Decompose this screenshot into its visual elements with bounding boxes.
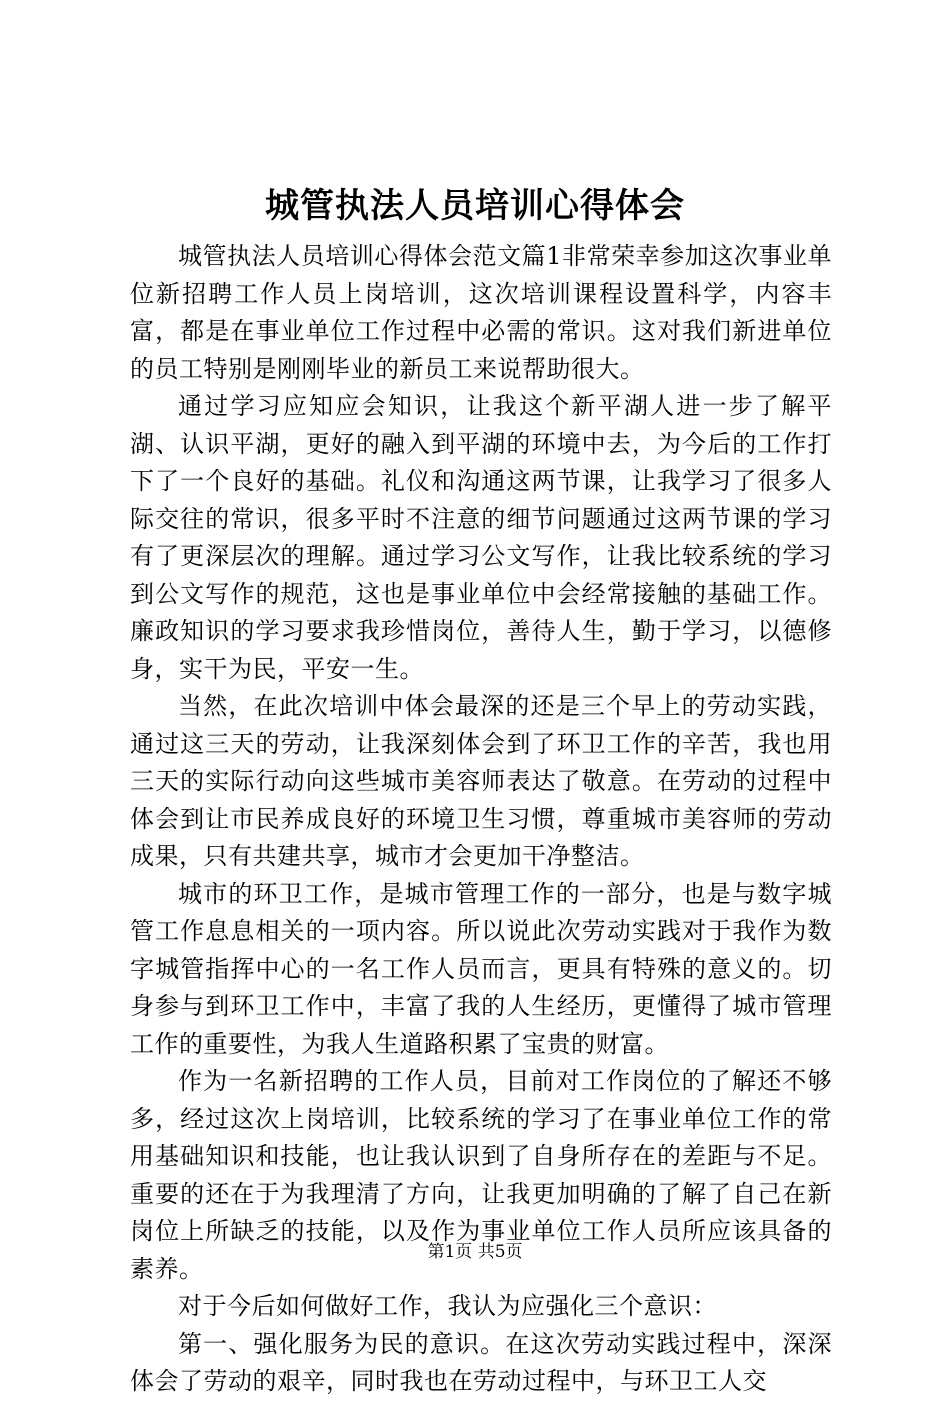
paragraph-6: 对于今后如何做好工作，我认为应强化三个意识： [178,1292,717,1320]
paragraph-5: 作为一名新招聘的工作人员，目前对工作岗位的了解还不够多，经过这次上岗培训，比较系统的学习了在事业单位工作的常用基础知识和技能，也让我认识到了自身所存在的差距与不足。重要的还在于为我理清了方向，让我更加明确的了解了自己在新岗位上所缺乏的技能，以及作为事业单位工作人员所应该具备的素养。 [130,1067,832,1283]
document-title: 城管执法人员培训心得体会 [265,186,685,226]
page-number-footer: 第1页 共5页 [427,1242,523,1262]
paragraph-3: 当然，在此次培训中体会最深的还是三个早上的劳动实践，通过这三天的劳动，让我深刻体会到了环卫工作的辛苦，我也用三天的实际行动向这些城市美容师表达了敬意。在劳动的过程中体会到让市民养成良好的环境卫生习惯，尊重城市美容师的劳动成果，只有共建共享，城市才会更加干净整洁。 [130,692,832,870]
document-body [130,238,832,1401]
paragraph-2: 通过学习应知应会知识，让我这个新平湖人进一步了解平湖、认识平湖，更好的融入到平湖的环境中去，为今后的工作打下了一个良好的基础。礼仪和沟通这两节课，让我学习了很多人际交往的常识，很多平时不注意的细节问题通过这两节课的学习有了更深层次的理解。通过学习公文写作，让我比较系统的学习到公文写作的规范，这也是事业单位中会经常接触的基础工作。廉政知识的学习要求我珍惜岗位，善待人生，勤于学习，以德修身，实干为民，平安一生。 [130,392,832,683]
paragraph-7: 第一、强化服务为民的意识。在这次劳动实践过程中，深深体会了劳动的艰辛，同时我也在劳动过程中，与环卫工人交 [130,1329,832,1395]
paragraph-1: 城管执法人员培训心得体会范文篇1非常荣幸参加这次事业单位新招聘工作人员上岗培训，这次培训课程设置科学，内容丰富，都是在事业单位工作过程中必需的常识。这对我们新进单位的员工特别是刚刚毕业的新员工来说帮助很大。 [130,242,832,383]
paragraph-4: 城市的环卫工作，是城市管理工作的一部分，也是与数字城管工作息息相关的一项内容。所以说此次劳动实践对于我作为数字城管指挥中心的一名工作人员而言，更具有特殊的意义的。切身参与到环卫工作中，丰富了我的人生经历，更懂得了城市管理工作的重要性，为我人生道路积累了宝贵的财富。 [130,879,832,1058]
